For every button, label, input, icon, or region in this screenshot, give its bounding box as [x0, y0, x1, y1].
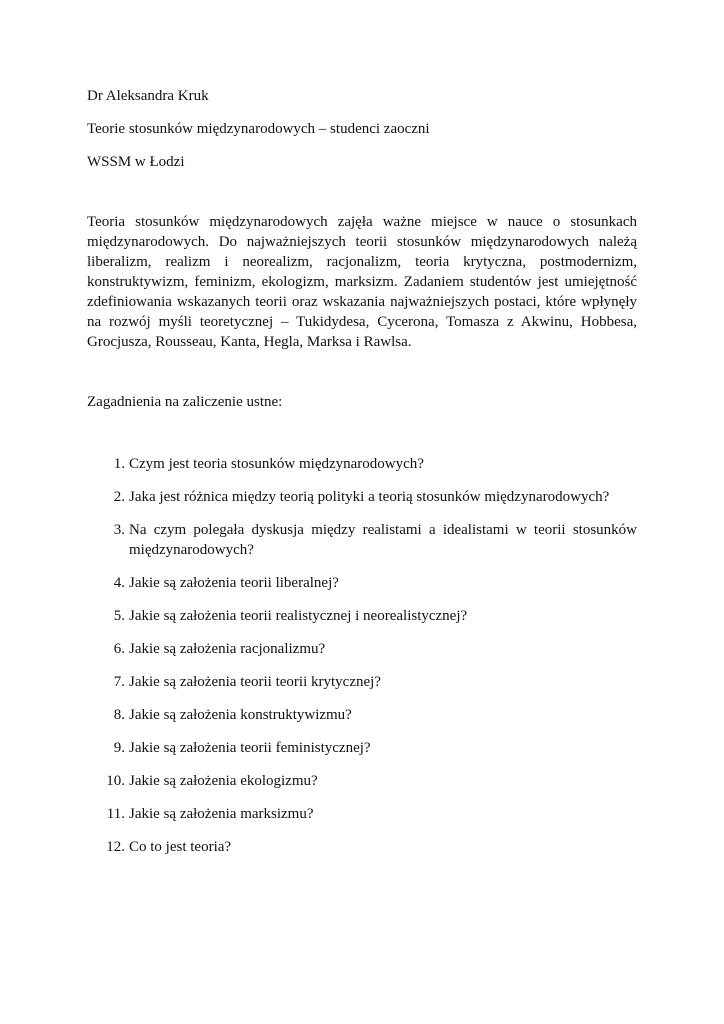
question-text: Co to jest teoria?	[129, 839, 232, 855]
question-number: 11.	[106, 806, 125, 822]
question-item-2	[87, 487, 637, 507]
question-number: 7.	[113, 674, 125, 690]
school-name: WSSM w Łodzi	[87, 154, 185, 170]
question-text: Jakie są założenia teorii realistycznej i neorealistycznej?	[129, 608, 468, 624]
question-item-7	[87, 672, 637, 692]
question-text: Jakie są założenia konstruktywizmu?	[129, 707, 352, 723]
question-text: Jakie są założenia marksizmu?	[129, 806, 314, 822]
question-item-1	[87, 454, 637, 474]
question-number: 8.	[113, 707, 125, 723]
question-text: Jaka jest różnica między teorią polityki a teorią stosunków międzynarodowych?	[129, 489, 610, 505]
questions-list	[87, 454, 637, 857]
question-text: Na czym polegała dyskusja między realistami a idealistami w teorii stosunków międzynarodowych?	[129, 522, 637, 558]
question-item-11	[87, 804, 637, 824]
question-text: Czym jest teoria stosunków międzynarodowych?	[129, 456, 424, 472]
question-number: 4.	[113, 575, 125, 591]
question-text: Jakie są założenia teorii liberalnej?	[129, 575, 339, 591]
question-text: Jakie są założenia teorii feministycznej?	[129, 740, 371, 756]
question-item-12	[87, 837, 637, 857]
question-item-8	[87, 705, 637, 725]
question-item-6	[87, 639, 637, 659]
question-item-9	[87, 738, 637, 758]
question-item-10	[87, 771, 637, 791]
question-number: 5.	[113, 608, 125, 624]
question-text: Jakie są założenia teorii teorii krytycznej?	[129, 674, 381, 690]
document-content	[87, 86, 637, 870]
question-text: Jakie są założenia ekologizmu?	[129, 773, 318, 789]
question-number: 6.	[113, 641, 125, 657]
author-name: Dr Aleksandra Kruk	[87, 88, 209, 104]
question-item-3	[87, 520, 637, 560]
intro-paragraph: Teoria stosunków międzynarodowych zajęła ważne miejsce w nauce o stosunkach międzynarodowych. Do najważniejszych teorii stosunków międzynarodowych należą liberalizm, realizm i neorealizm, racjonalizm, teoria krytyczna, postmodernizm, konstruktywizm, feminizm, ekologizm, marksizm. Zadaniem studentów jest umiejętność zdefiniowania wskazanych teorii oraz wskazania najważniejszych postaci, które wpłynęły na rozwój myśli teoretycznej – Tukidydesa, Cycerona, Tomasza z Akwinu, Hobbesa, Grocjusza, Rousseau, Kanta, Hegla, Marksa i Rawlsa.	[87, 214, 637, 350]
question-number: 2.	[113, 489, 125, 505]
question-item-4	[87, 573, 637, 593]
section-title: Zagadnienia na zaliczenie ustne:	[87, 394, 283, 410]
question-number: 10.	[106, 773, 125, 789]
question-number: 3.	[113, 522, 125, 538]
course-title: Teorie stosunków międzynarodowych – studenci zaoczni	[87, 121, 430, 137]
question-number: 9.	[113, 740, 125, 756]
question-number: 12.	[106, 839, 125, 855]
question-item-5	[87, 606, 637, 626]
question-text: Jakie są założenia racjonalizmu?	[129, 641, 326, 657]
question-number: 1.	[113, 456, 125, 472]
